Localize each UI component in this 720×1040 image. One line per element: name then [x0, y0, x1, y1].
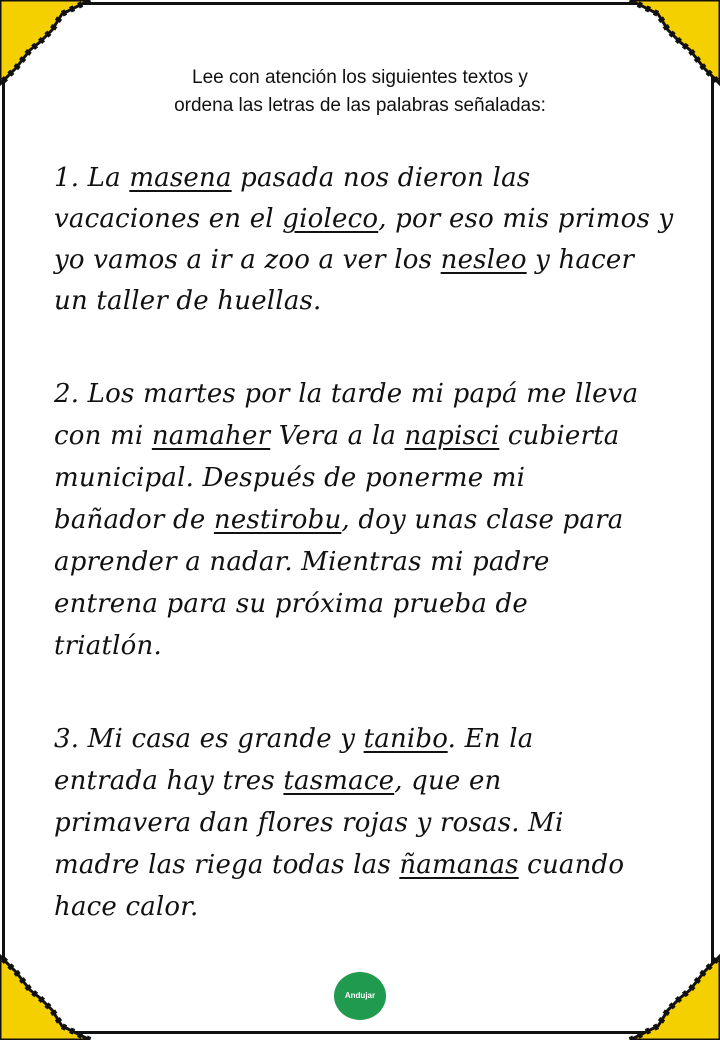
- text-segment: con mi: [54, 421, 152, 451]
- text-segment: 1. La: [54, 163, 130, 193]
- instructions: [0, 64, 720, 120]
- text-segment: municipal. Después de ponerme mi: [54, 463, 526, 493]
- text-line: [54, 718, 704, 760]
- text-line: [54, 240, 704, 281]
- text-line: [54, 373, 704, 415]
- paragraph-2: [54, 373, 704, 667]
- text-line: [54, 199, 704, 240]
- school-logo: [334, 972, 386, 1020]
- logo-text: Andujar: [344, 991, 376, 1000]
- paragraph-3: [54, 718, 704, 928]
- scrambled-word: namaher: [151, 421, 271, 451]
- scrambled-word: tasmace: [283, 766, 395, 796]
- text-segment: un taller de huellas.: [54, 286, 322, 316]
- text-line: [54, 886, 704, 928]
- text-segment: aprender a nadar. Mientras mi padre: [54, 547, 550, 577]
- text-segment: primavera dan flores rojas y rosas. Mi: [54, 808, 564, 838]
- scrambled-word: nesleo: [440, 245, 527, 275]
- text-segment: y hacer: [526, 245, 635, 275]
- text-segment: madre las riega todas las: [54, 850, 400, 880]
- text-line: [54, 415, 704, 457]
- corner-decoration-icon: [0, 944, 96, 1040]
- text-segment: entrada hay tres: [54, 766, 284, 796]
- text-segment: hace calor.: [54, 892, 199, 922]
- text-segment: bañador de: [54, 505, 214, 535]
- scrambled-word: gioleco: [282, 204, 379, 234]
- text-segment: triatlón.: [54, 631, 162, 661]
- text-line: [54, 499, 704, 541]
- text-line: [54, 457, 704, 499]
- text-line: [54, 844, 704, 886]
- text-segment: entrena para su próxima prueba de: [54, 589, 528, 619]
- paragraph-1: [54, 158, 704, 322]
- text-segment: cubierta: [499, 421, 620, 451]
- text-line: [54, 760, 704, 802]
- scrambled-word: nestirobu: [213, 505, 342, 535]
- scrambled-word: tanibo: [363, 724, 448, 754]
- text-segment: , que en: [394, 766, 502, 796]
- text-line: [54, 583, 704, 625]
- scrambled-word: napisci: [404, 421, 500, 451]
- instructions-line: Lee con atención los siguientes textos y: [192, 67, 528, 88]
- text-segment: , doy unas clase para: [341, 505, 624, 535]
- text-segment: pasada nos dieron las: [231, 163, 531, 193]
- text-segment: yo vamos a ir a zoo a ver los: [54, 245, 441, 275]
- corner-decoration-icon: [624, 944, 720, 1040]
- text-segment: , por eso mis primos y: [378, 204, 674, 234]
- text-line: [54, 541, 704, 583]
- text-segment: . En la: [447, 724, 534, 754]
- text-line: [54, 625, 704, 667]
- text-segment: Vera a la: [270, 421, 405, 451]
- text-segment: 2. Los martes por la tarde mi papá me lleva: [54, 379, 639, 409]
- text-line: [54, 802, 704, 844]
- text-line: [54, 158, 704, 199]
- scrambled-word: masena: [129, 163, 232, 193]
- instructions-line: ordena las letras de las palabras señaladas:: [174, 95, 546, 116]
- text-segment: cuando: [518, 850, 625, 880]
- text-segment: vacaciones en el: [54, 204, 283, 234]
- text-segment: 3. Mi casa es grande y: [54, 724, 364, 754]
- scrambled-word: ñamanas: [399, 850, 519, 880]
- text-line: [54, 281, 704, 322]
